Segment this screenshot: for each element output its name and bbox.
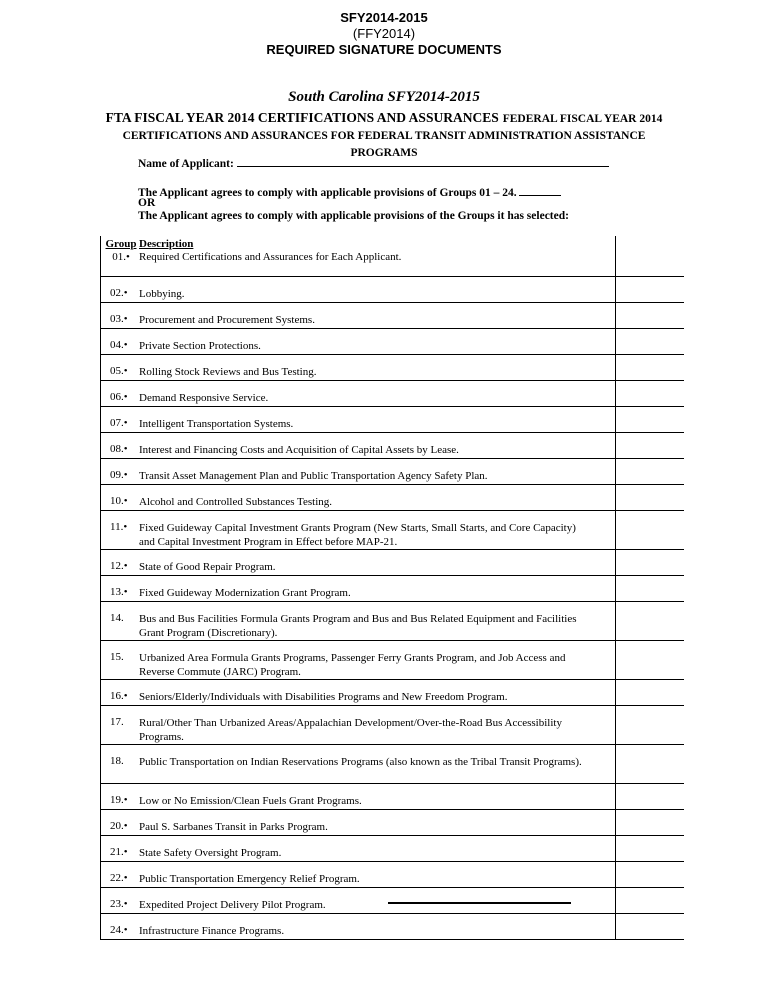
applicant-name-field[interactable] — [237, 155, 609, 167]
group-description: Lobbying. — [139, 288, 185, 300]
group-description: Paul S. Sarbanes Transit in Parks Program. — [139, 821, 328, 833]
table-row — [100, 355, 684, 381]
group-number: 06.• — [110, 391, 128, 403]
group-number: 16.• — [110, 690, 128, 702]
group-number: 03.• — [110, 313, 128, 325]
group-number: 10.• — [110, 495, 128, 507]
table-row — [100, 576, 684, 602]
table-row — [100, 329, 684, 355]
state-title: South Carolina SFY2014-2015 — [288, 89, 480, 105]
document-header-title: SFY2014-2015 — [340, 10, 428, 25]
group-number: 13.• — [110, 586, 128, 598]
group-description: Demand Responsive Service. — [139, 392, 269, 404]
group-number: 11.• — [110, 521, 128, 533]
group-number: 23.• — [110, 898, 128, 910]
group-column-header: Group — [105, 238, 137, 250]
group-number: 24.• — [110, 924, 128, 936]
document-header-ffy: (FFY2014) — [352, 26, 416, 41]
table-row — [100, 303, 684, 329]
table-row — [100, 602, 684, 641]
agreement-all-groups-field[interactable] — [519, 184, 561, 196]
group-description: Transit Asset Management Plan and Public Transportation Agency Safety Plan. — [139, 470, 488, 482]
group-description: Urbanized Area Formula Grants Programs, Passenger Ferry Grants Program, and Job Access and Reverse Commute (JARC) Program. — [139, 652, 566, 678]
group-number: 21.• — [110, 846, 128, 858]
group-number: 17. — [110, 716, 124, 728]
group-description: State Safety Oversight Program. — [139, 847, 282, 859]
agreement-selected-groups: The Applicant agrees to comply with applicable provisions of the Groups it has selected: — [138, 210, 569, 222]
group-number: 19.• — [110, 794, 128, 806]
group-description: Fixed Guideway Capital Investment Grants Program (New Starts, Small Starts, and Core Capacity) and Capital Investment Program in Effect before MAP-21. — [139, 522, 576, 548]
group-number: 20.• — [110, 820, 128, 832]
certification-title-line3: PROGRAMS — [350, 147, 418, 159]
groups-table — [100, 236, 684, 940]
group-description: Intelligent Transportation Systems. — [139, 418, 294, 430]
table-row — [100, 888, 684, 914]
group-number: 04.• — [110, 339, 128, 351]
group-number: 05.• — [110, 365, 128, 377]
group-description: Infrastructure Finance Programs. — [139, 925, 285, 937]
group-number: 02.• — [110, 287, 128, 299]
table-row — [100, 550, 684, 576]
certification-title-main: FTA FISCAL YEAR 2014 CERTIFICATIONS AND ASSURANCES — [105, 110, 499, 125]
table-row — [100, 381, 684, 407]
group-description: Procurement and Procurement Systems. — [139, 314, 315, 326]
group-description: Alcohol and Controlled Substances Testing. — [139, 496, 333, 508]
applicant-name-row — [138, 155, 609, 170]
table-row — [100, 407, 684, 433]
table-row — [100, 680, 684, 706]
table-row — [100, 836, 684, 862]
group-number: 18. — [110, 755, 124, 767]
signature-line[interactable] — [388, 902, 571, 904]
group-description: Interest and Financing Costs and Acquisition of Capital Assets by Lease. — [139, 444, 459, 456]
group-number: 12.• — [110, 560, 128, 572]
group-number: 08.• — [110, 443, 128, 455]
applicant-name-colon: : — [230, 158, 234, 170]
table-row — [100, 433, 684, 459]
table-row — [100, 810, 684, 836]
group-cell — [105, 238, 137, 264]
table-row — [100, 745, 684, 784]
group-number: 01.• — [112, 251, 130, 263]
group-description: Required Certifications and Assurances for Each Applicant. — [139, 251, 402, 263]
table-row — [100, 277, 684, 303]
group-number: 07.• — [110, 417, 128, 429]
table-row — [100, 459, 684, 485]
applicant-name-label: Name of Applicant — [138, 158, 230, 170]
group-description: Public Transportation on Indian Reservations Programs (also known as the Tribal Transit Programs). — [139, 756, 582, 768]
table-row — [100, 706, 684, 745]
certification-title-line2: CERTIFICATIONS AND ASSURANCES FOR FEDERAL TRANSIT ADMINISTRATION ASSISTANCE — [122, 130, 646, 142]
table-row — [100, 914, 684, 940]
certification-title-ffy: FEDERAL FISCAL YEAR 2014 — [502, 113, 663, 125]
group-number: 09.• — [110, 469, 128, 481]
description-column-header: Description — [139, 238, 194, 250]
group-description: Rolling Stock Reviews and Bus Testing. — [139, 366, 317, 378]
document-header-subtitle: REQUIRED SIGNATURE DOCUMENTS — [266, 42, 502, 57]
table-row — [100, 485, 684, 511]
table-row — [100, 236, 684, 277]
group-description: Rural/Other Than Urbanized Areas/Appalachian Development/Over-the-Road Bus Accessibility Programs. — [139, 717, 562, 743]
group-description: Seniors/Elderly/Individuals with Disabilities Programs and New Freedom Program. — [139, 691, 508, 703]
description-cell — [139, 238, 401, 264]
group-description: Low or No Emission/Clean Fuels Grant Programs. — [139, 795, 362, 807]
group-number: 15. — [110, 651, 124, 663]
certification-title — [100, 110, 668, 161]
group-number: 22.• — [110, 872, 128, 884]
table-row — [100, 641, 684, 680]
group-description: Private Section Protections. — [139, 340, 261, 352]
group-description: State of Good Repair Program. — [139, 561, 276, 573]
table-row — [100, 511, 684, 550]
agreement-or: OR — [138, 197, 156, 209]
table-row — [100, 862, 684, 888]
group-description: Expedited Project Delivery Pilot Program. — [139, 899, 326, 911]
group-description: Bus and Bus Facilities Formula Grants Program and Bus and Bus Related Equipment and Facilities Grant Program (Discretionary). — [139, 613, 577, 639]
table-row — [100, 784, 684, 810]
agreement-all-groups: The Applicant agrees to comply with applicable provisions of Groups 01 – 24. — [138, 187, 517, 199]
agreement-all-row — [138, 184, 561, 199]
group-description: Public Transportation Emergency Relief Program. — [139, 873, 360, 885]
group-description: Fixed Guideway Modernization Grant Program. — [139, 587, 351, 599]
group-number: 14. — [110, 612, 124, 624]
